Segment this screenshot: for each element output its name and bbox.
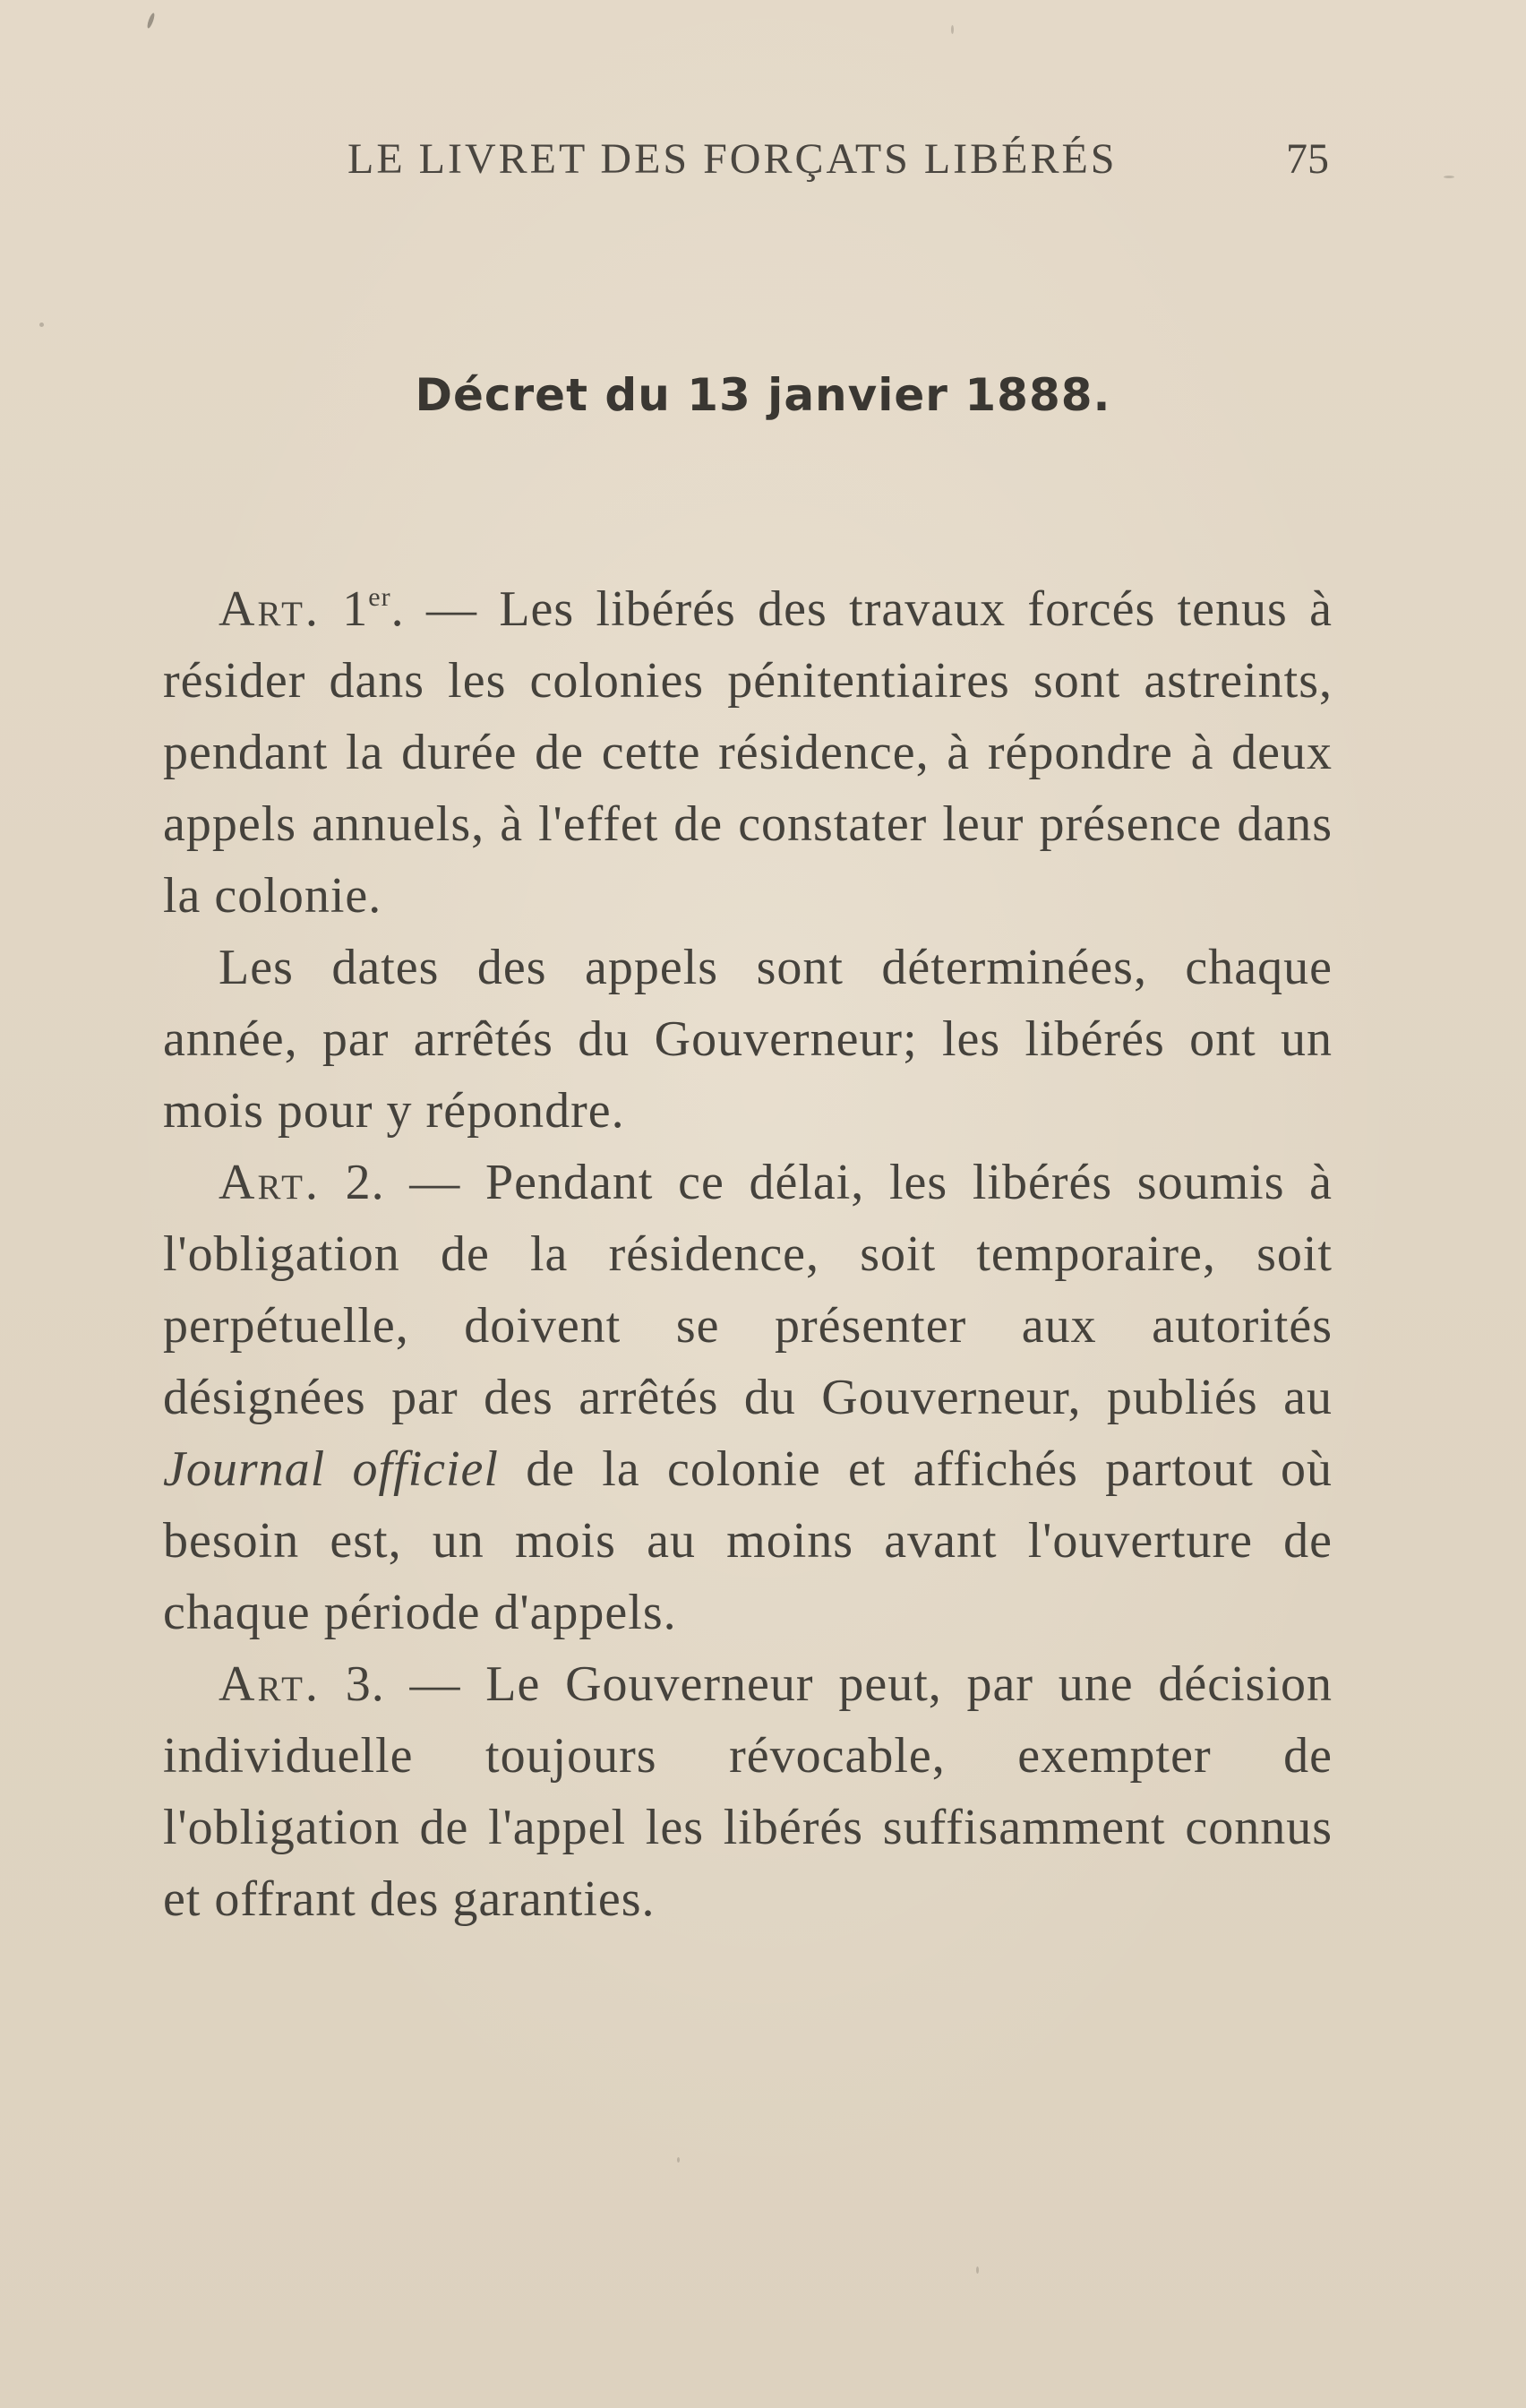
article-label: Art.: [219, 1155, 321, 1210]
article-number: 1er. —: [342, 581, 477, 637]
article-3: [163, 1648, 1333, 1935]
article-1: [163, 573, 1333, 932]
paragraph-dates: Les dates des appels sont déterminées, chaque année, par arrêtés du Gouverneur; les libérés ont un mois pour y répondre.: [163, 940, 1333, 1139]
article-2: [163, 1147, 1333, 1648]
article-3-text: Le Gouverneur peut, par une décision individuelle toujours révocable, exempter de l'obligation de l'appel les libérés suffisamment connus et offrant des garanties.: [163, 1656, 1333, 1927]
journal-title: Journal officiel: [163, 1441, 499, 1497]
article-label: Art.: [219, 581, 321, 637]
decree-title: Décret du 13 janvier 1888.: [415, 369, 1111, 421]
article-1-text: Les libérés des travaux forcés tenus à résider dans les colonies pénitentiaires sont astreints, pendant la durée de cette résidence, à répondre à deux appels annuels, à l'effet de constater leur présence dans la colonie.: [163, 581, 1333, 924]
article-number: 2. —: [345, 1155, 461, 1210]
paper-speck: [146, 13, 156, 30]
paper-speck: [39, 322, 44, 327]
running-head: LE LIVRET DES FORÇATS LIBÉRÉS: [347, 135, 1118, 183]
article-number: 3. —: [345, 1656, 461, 1712]
page-number: 75: [1286, 135, 1329, 183]
article-2-text-before: Pendant ce délai, les libérés soumis à l'obligation de la résidence, soit temporaire, soit perpétuelle, doivent se présenter aux autorités désignées par des arrêtés du Gouverneur, publiés au: [163, 1155, 1333, 1425]
article-2-text-after: de la colonie et affichés partout où besoin est, un mois au moins avant l'ouverture de chaque période d'appels.: [163, 1441, 1333, 1640]
paper-speck: [976, 2266, 979, 2274]
paper-speck: [951, 25, 954, 34]
article-label: Art.: [219, 1656, 321, 1712]
body-text: [163, 573, 1333, 1935]
paper-speck: [677, 2157, 680, 2163]
paper-speck: [1444, 176, 1454, 178]
